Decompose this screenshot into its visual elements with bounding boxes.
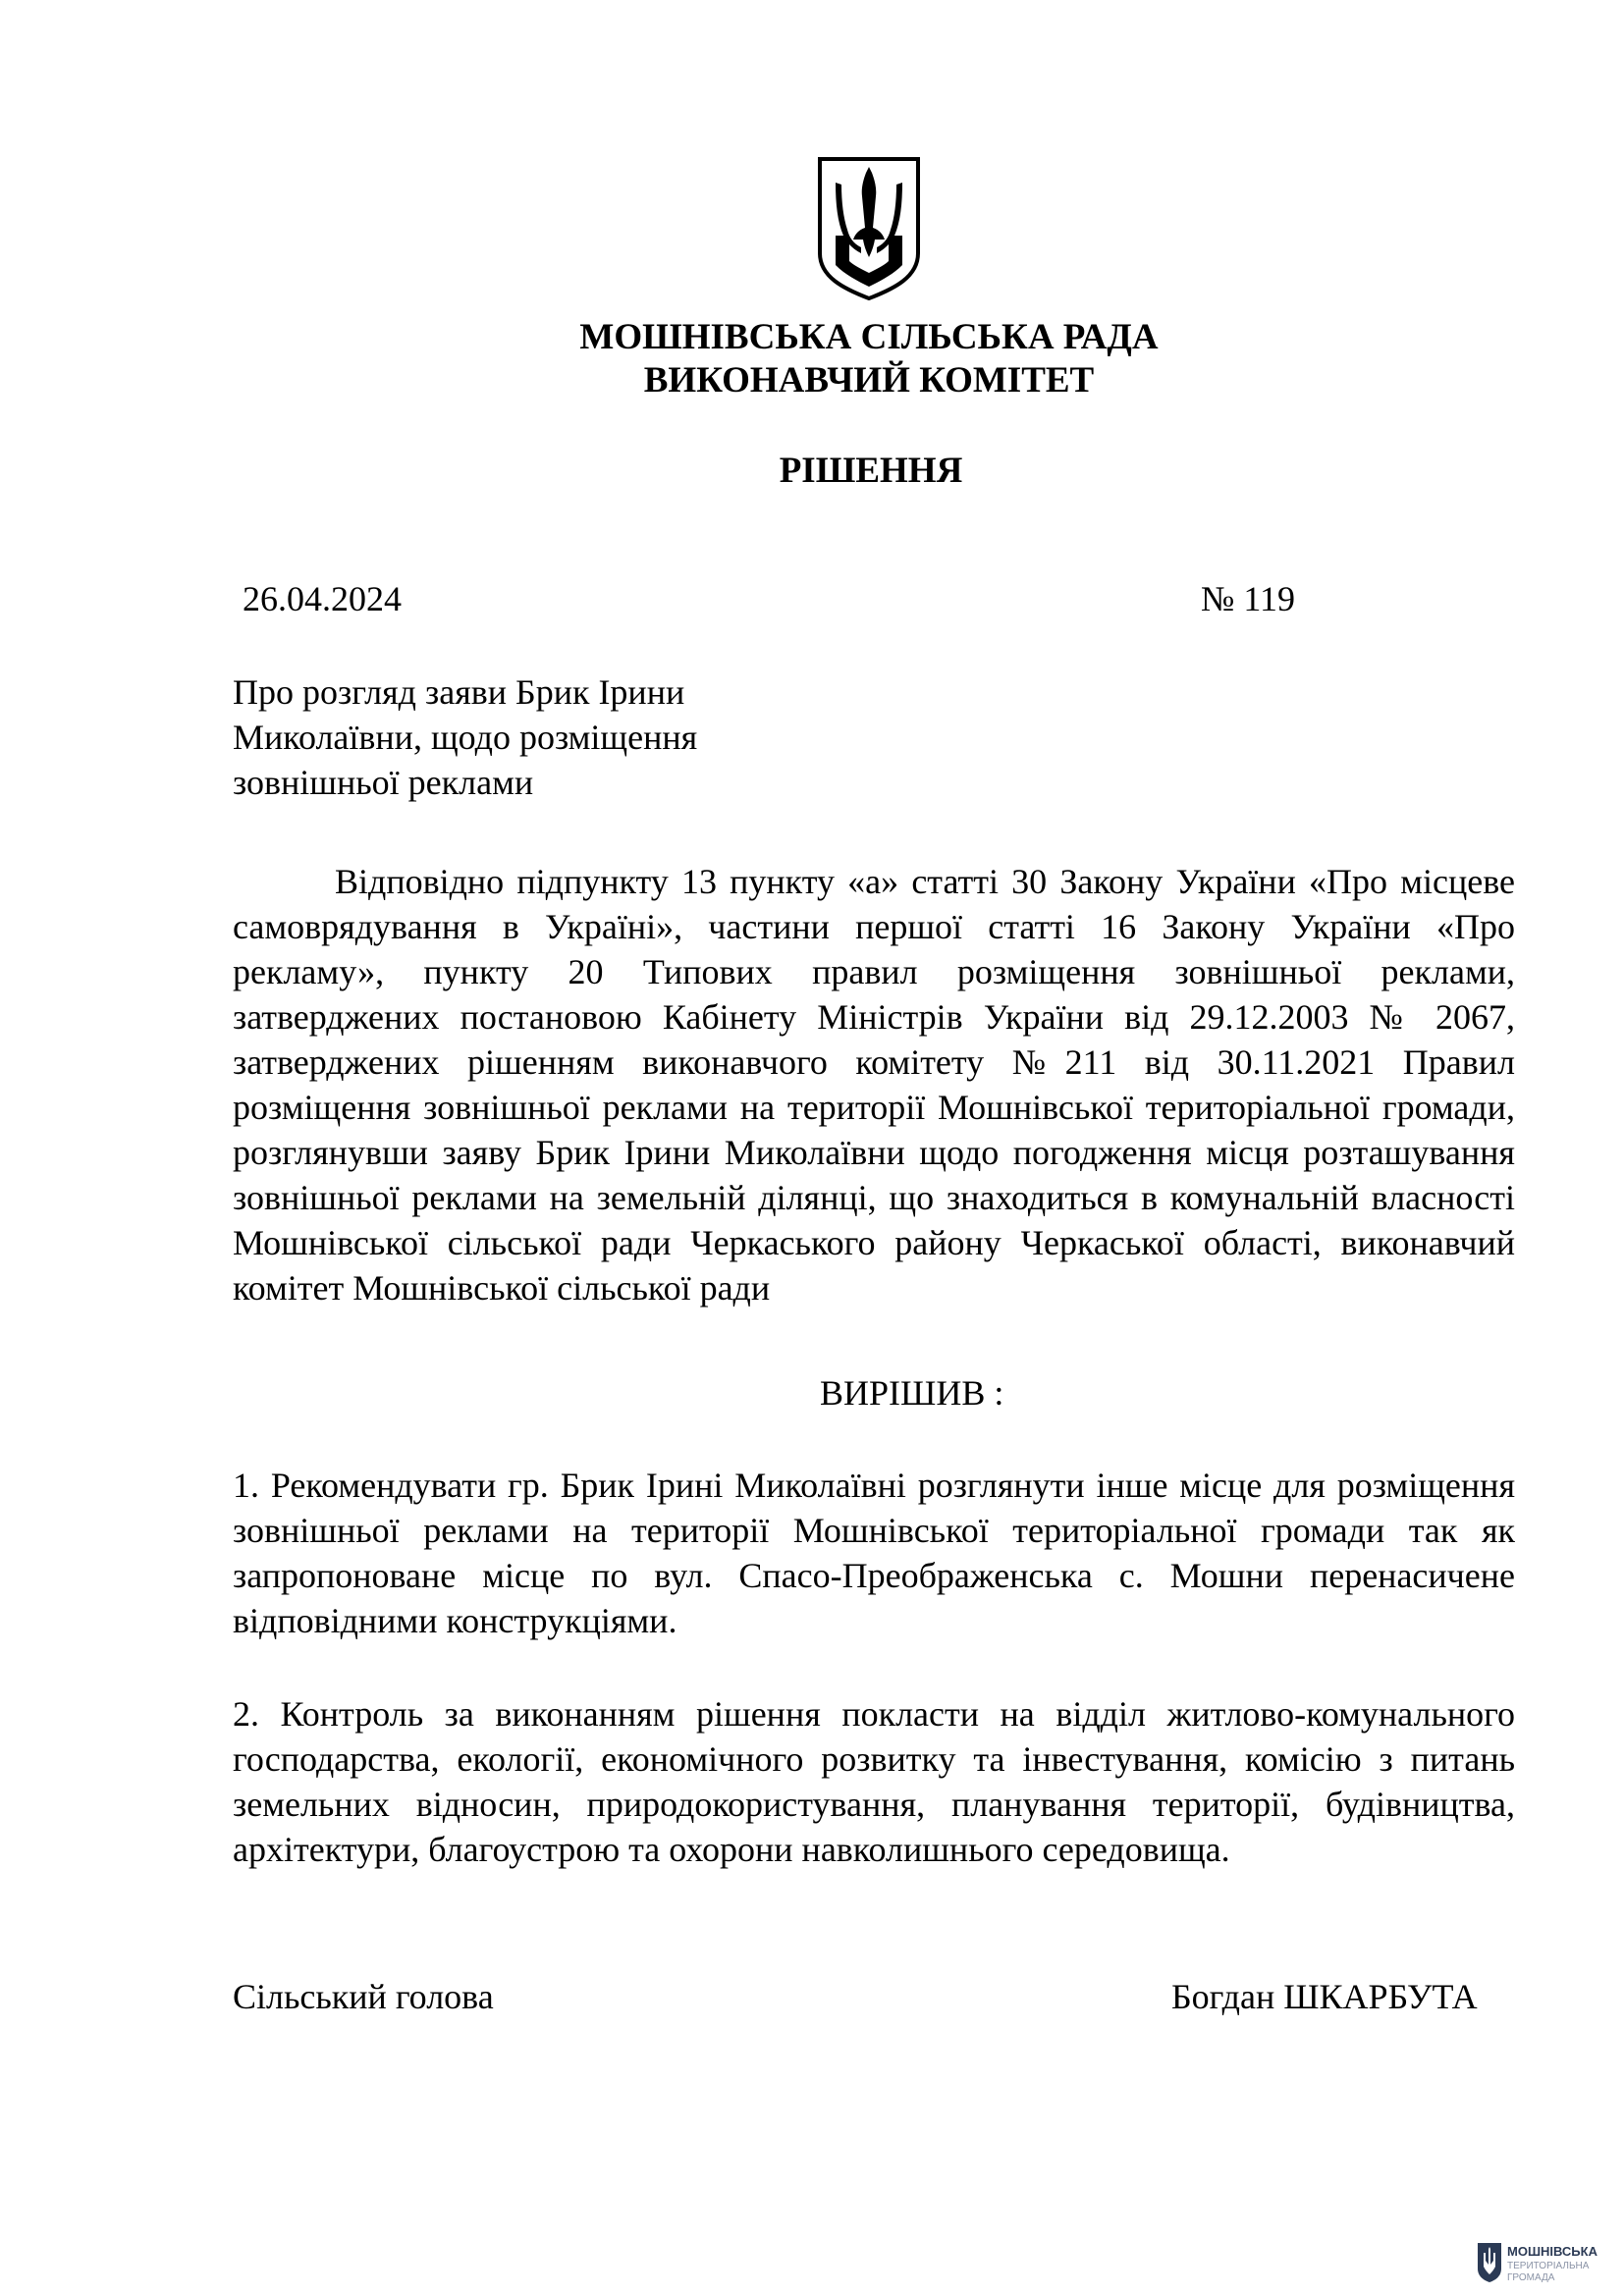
org-committee: ВИКОНАВЧИЙ КОМІТЕТ: [643, 360, 1095, 400]
signature-title: Сільський голова: [233, 1977, 494, 2016]
subject-line-2: Миколаївни, щодо розміщення: [233, 718, 698, 757]
footer-logo-line-3: ГРОМАДА: [1507, 2272, 1555, 2283]
decision-item-2: 2. Контроль за виконанням рішення покласти на відділ житлово-комунального господарства, екології, економічного розвитку та інвестування, комісію з питань земельних відносин, природокористування, планування території, будівництва, архітектури, благоустрою та охорони навколишнього середовища.: [233, 1694, 1515, 1869]
signature-name: Богдан ШКАРБУТА: [1171, 1977, 1478, 2016]
document-date: 26.04.2024: [243, 579, 402, 618]
coat-of-arms-icon: [814, 155, 924, 300]
trident-logo-icon: [1478, 2243, 1501, 2282]
document-type-label: РІШЕННЯ: [779, 451, 963, 491]
preamble-paragraph: Відповідно підпункту 13 пункту «а» статті 30 Закону України «Про місцеве самоврядування в Україні», частини першої статті 16 Закону України «Про рекламу», пункту 20 Типових правил розміщення зовнішньої реклами, затверджених постановою Кабінету Міністрів України від 29.12.2003 № 2067, затверджених рішенням виконавчого комітету №211 від 30.11.2021 Правил розміщення зовнішньої реклами на території Мошнівської територіальної громади, розглянувши заяву Брик Ірини Миколаївни щодо погодження місця розташування зовнішньої реклами на земельній ділянці, що знаходиться в комунальній власності Мошнівської сільської ради Черкаського району Черкаської області, виконавчий комітет Мошнівської сільської ради: [233, 862, 1515, 1308]
decision-item-1: 1. Рекомендувати гр. Брик Ірині Миколаївні розглянути інше місце для розміщення зовнішньої реклами на території Мошнівської територіальної громади так як запропоноване місце по вул. Спасо-Преображенська с. Мошни перенасичене відповідними конструкціями.: [233, 1466, 1515, 1640]
footer-logo-line-1: МОШНІВСЬКА: [1507, 2244, 1597, 2259]
document-subject: [233, 669, 697, 805]
footer-logo: [1476, 2241, 1615, 2284]
document-type: [0, 450, 1624, 493]
footer-logo-line-2: ТЕРИТОРІАЛЬНА: [1507, 2261, 1590, 2271]
org-name: МОШНІВСЬКА СІЛЬСЬКА РАДА: [579, 317, 1159, 357]
subject-line-3: зовнішньої реклами: [233, 763, 534, 802]
subject-line-1: Про розгляд заяви Брик Ірини: [233, 672, 685, 712]
document-number: № 119: [1201, 579, 1296, 618]
organization-header: [0, 316, 1624, 402]
resolved-heading: ВИРІШИВ :: [820, 1373, 1004, 1413]
